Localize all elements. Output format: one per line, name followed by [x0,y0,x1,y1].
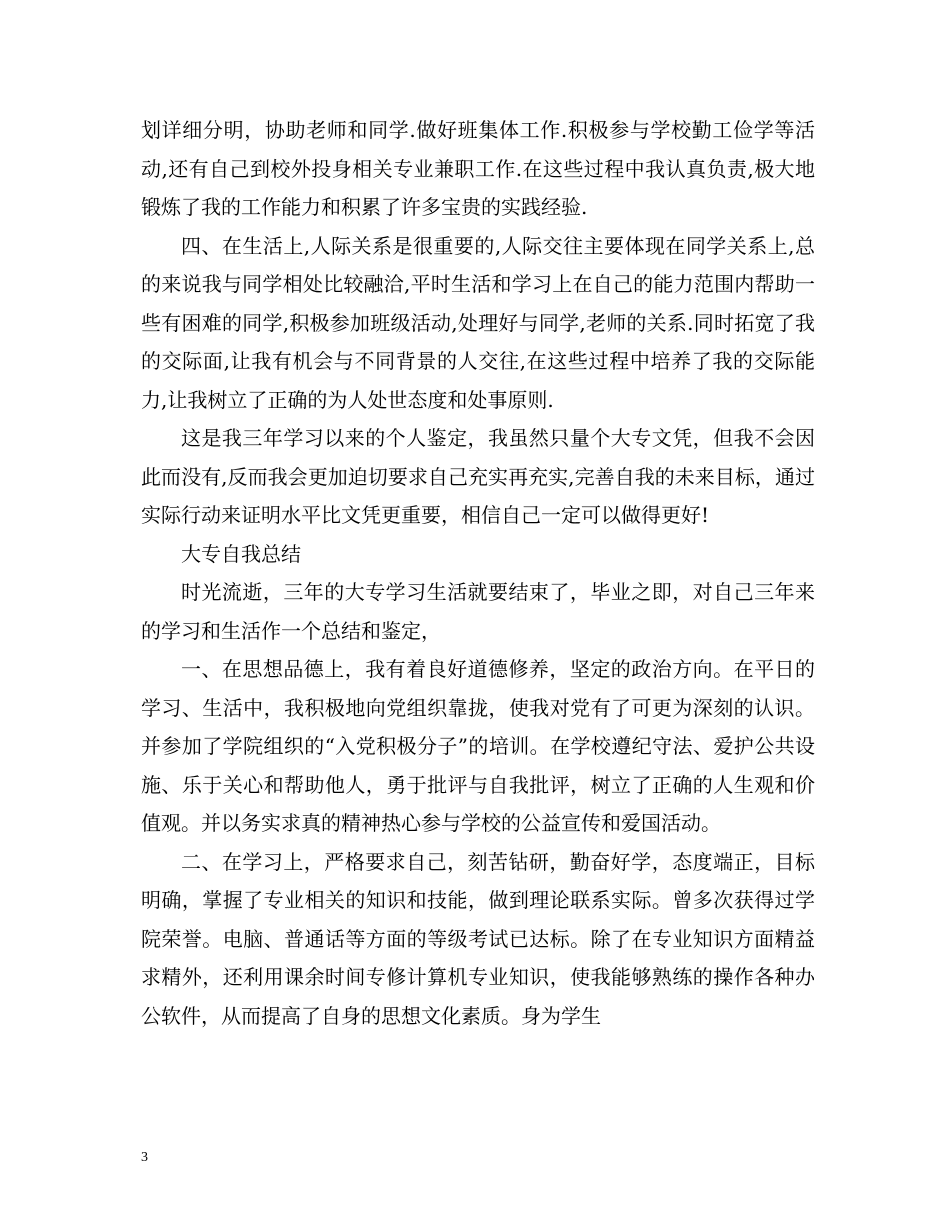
document-body [141,111,815,1035]
section-heading: 大专自我总结 [181,541,301,566]
paragraph-3: 这是我三年学习以来的个人鉴定，我虽然只量个大专文凭，但我不会因此而没有,反而我会更加迫切要求自己充实再充实,完善自我的未来目标，通过实际行动来证明水平比文凭更重要，相信自己一定可以做得更好! [141,426,815,527]
paragraph-5: 时光流逝，三年的大专学习生活就要结束了，毕业之即，对自己三年来的学习和生活作一个总结和鉴定， [141,580,815,643]
paragraph-1: 划详细分明，协助老师和同学.做好班集体工作.积极参与学校勤工俭学等活动,还有自己到校外投身相关专业兼职工作.在这些过程中我认真负责,极大地锻炼了我的工作能力和积累了许多宝贵的实践经验. [141,118,815,219]
paragraph-7: 二、在学习上，严格要求自己，刻苦钻研，勤奋好学，态度端正，目标明确，掌握了专业相关的知识和技能，做到理论联系实际。曾多次获得过学院荣誉。电脑、普通话等方面的等级考试已达标。除了在专业知识方面精益求精外，还利用课余时间专修计算机专业知识，使我能够熟练的操作各种办公软件，从而提高了自身的思想文化素质。身为学生 [141,849,815,1028]
page-number: 3 [141,1150,148,1165]
paragraph-2: 四、在生活上,人际关系是很重要的,人际交往主要体现在同学关系上,总的来说我与同学相处比较融洽,平时生活和学习上在自己的能力范围内帮助一些有困难的同学,积极参加班级活动,处理好与同学,老师的关系.同时拓宽了我的交际面,让我有机会与不同背景的人交往,在这些过程中培养了我的交际能力,让我树立了正确的为人处世态度和处事原则. [141,233,815,412]
paragraph-6: 一、在思想品德上，我有着良好道德修养，坚定的政治方向。在平日的学习、生活中，我积极地向党组织靠拢，使我对党有了可更为深刻的认识。并参加了学院组织的“入党积极分子”的培训。在学校遵纪守法、爱护公共设施、乐于关心和帮助他人，勇于批评与自我批评，树立了正确的人生观和价值观。并以务实求真的精神热心参与学校的公益宣传和爱国活动。 [141,657,815,835]
